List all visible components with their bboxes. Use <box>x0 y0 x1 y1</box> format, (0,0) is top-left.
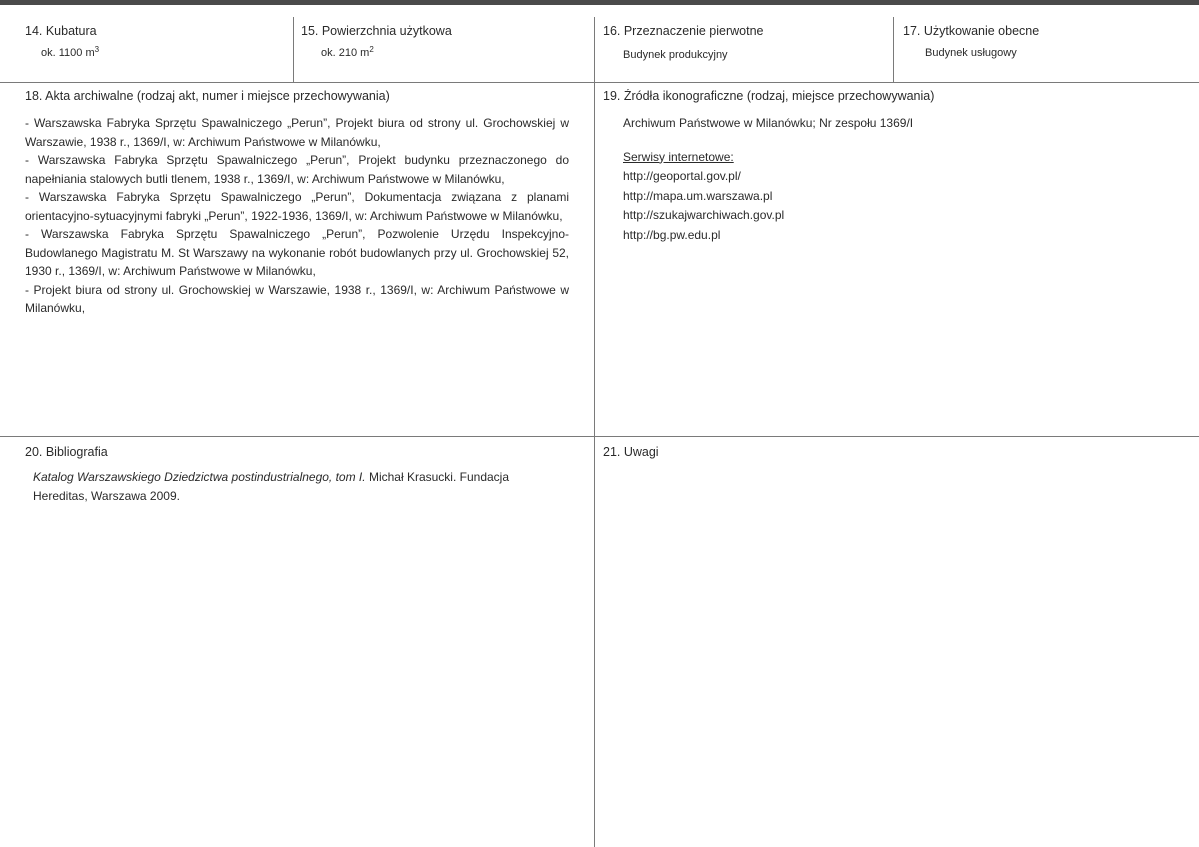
web-link[interactable]: http://szukajwarchiwach.gov.pl <box>623 208 785 222</box>
web-services-heading: Serwisy internetowe: <box>623 149 734 164</box>
field-value: ok. 210 $m^2$ <box>321 45 374 59</box>
section-akta-archiwalne <box>25 89 585 429</box>
web-link[interactable]: http://mapa.um.warszawa.pl <box>623 188 773 203</box>
section-zrodla-ikonograficzne <box>603 89 1193 429</box>
field-label: 14. Kubatura <box>25 24 97 38</box>
section-bibliografia <box>25 445 585 565</box>
field-label: 17. Użytkowanie obecne <box>903 24 1040 38</box>
field-value: Budynek produkcyjny <box>623 49 728 61</box>
akta-list <box>25 114 569 318</box>
field-label: 16. Przeznaczenie pierwotne <box>603 24 764 38</box>
zrodla-content <box>623 114 1193 245</box>
web-link[interactable]: http://geoportal.gov.pl/ <box>623 169 741 183</box>
akta-item: - Projekt biura od strony ul. Grochowskiej w Warszawie, 1938 r., 1369/I, w: Archiwum Państwowe w Milanówku, <box>25 282 569 315</box>
section-label: 18. Akta archiwalne (rodzaj akt, numer i miejsce przechowywania) <box>25 89 390 103</box>
row-divider-2 <box>0 436 1199 437</box>
field-przeznaczenie <box>603 24 889 80</box>
col-divider-c <box>893 17 894 82</box>
section-uwagi <box>603 445 1193 485</box>
bibliography-entry <box>33 468 563 506</box>
bibliography-details: Michał Krasucki. Fundacja Hereditas, Warszawa 2009. <box>33 470 509 503</box>
akta-item: - Warszawska Fabryka Sprzętu Spawalniczego „Perun”, Dokumentacja związana z planami orientacyjno-sytuacyjnymi fabryki „Perun”, 1922-1936, 1369/I, w: Archiwum Państwowe w Milanówku, <box>25 190 569 223</box>
field-value: Budynek usługowy <box>925 47 1017 59</box>
akta-item: - Warszawska Fabryka Sprzętu Spawalniczego „Perun”, Projekt budynku przeznaczonego do napełniania stalowych butli tlenem, 1938 r., 1369/I, w: Archiwum Państwowe w Milanówku, <box>25 153 569 186</box>
field-kubatura <box>25 24 287 80</box>
section-label: 19. Źródła ikonograficzne (rodzaj, miejsce przechowywania) <box>603 89 935 103</box>
field-value: ok. 1100 $m^3$ <box>41 45 100 59</box>
akta-item: - Warszawska Fabryka Sprzętu Spawalniczego „Perun”, Pozwolenie Urzędu Inspekcyjno-Budowlanego Magistratu M. St Warszawy na wykonanie robót budowlanych przy ul. Grochowskiej 52, 1930 r., 1369/I, w: Archiwum Państwowe w Milanówku, <box>25 227 569 278</box>
col-divider-a <box>293 17 294 82</box>
field-label: 15. Powierzchnia użytkowa <box>301 24 452 38</box>
akta-item: - Warszawska Fabryka Sprzętu Spawalniczego „Perun”, Projekt biura od strony ul. Grochowskiej w Warszawie, 1938 r., 1369/I, w: Archiwum Państwowe w Milanówku, <box>25 116 569 149</box>
row-divider-1 <box>0 82 1199 83</box>
bibliography-title: Katalog Warszawskiego Dziedzictwa postindustrialnego, tom I. <box>33 470 366 484</box>
field-uzytkowanie <box>903 24 1193 80</box>
archive-source: Archiwum Państwowe w Milanówku; Nr zespołu 1369/I <box>623 116 914 130</box>
section-label: 20. Bibliografia <box>25 445 108 459</box>
section-label: 21. Uwagi <box>603 445 659 459</box>
field-powierzchnia <box>301 24 589 80</box>
web-link[interactable]: http://bg.pw.edu.pl <box>623 227 721 242</box>
top-edge-bar <box>0 0 1199 5</box>
col-divider-b <box>594 17 595 847</box>
